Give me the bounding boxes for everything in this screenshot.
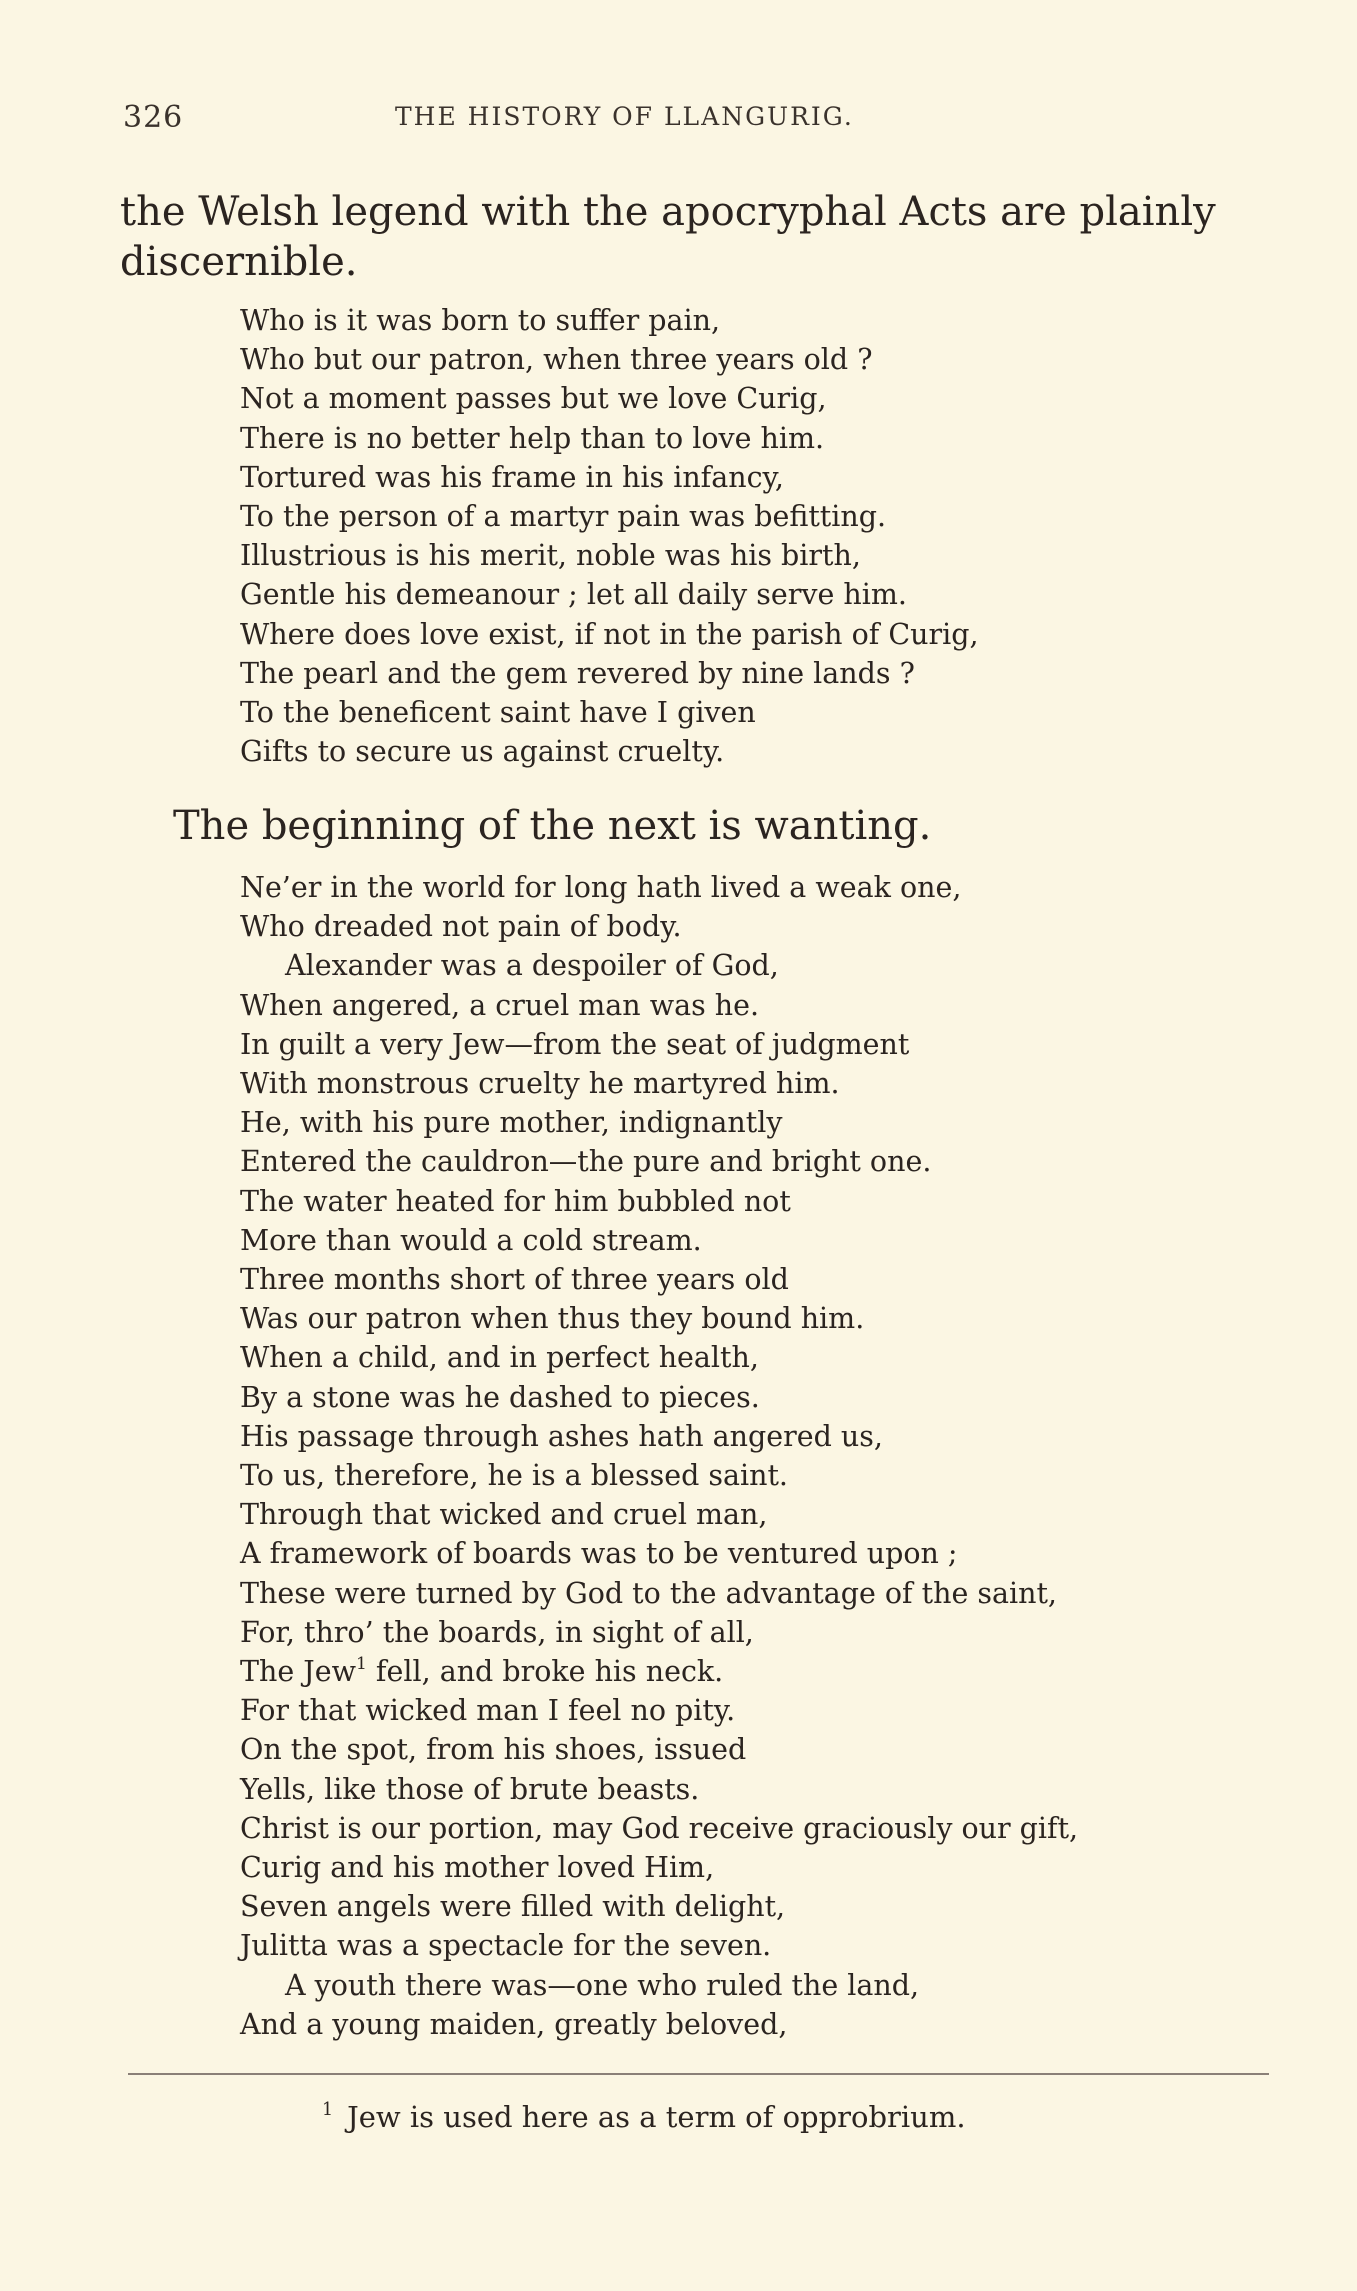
verse-line: In guilt a very Jew—from the seat of judgment — [240, 1027, 910, 1061]
verse-line: For that wicked man I feel no pity. — [240, 1694, 736, 1728]
verse-line: To the person of a martyr pain was befitting. — [240, 500, 887, 534]
intro-text: the Welsh legend with the apocryphal Acts are plainly discernible. — [120, 189, 1216, 285]
verse-line: The pearl and the gem revered by nine lands ? — [240, 656, 915, 690]
footnote-rule — [128, 2073, 1269, 2075]
verse-line: When angered, a cruel man was he. — [240, 988, 760, 1022]
verse-block-1 — [240, 301, 1290, 771]
verse-line: With monstrous cruelty he martyred him. — [240, 1067, 840, 1101]
verse-line: Through that wicked and cruel man, — [240, 1498, 768, 1532]
footnote-mark: 1 — [322, 2099, 334, 2120]
verse-line: The water heated for him bubbled not — [240, 1184, 791, 1218]
verse-line-with-footnote — [240, 1652, 1290, 1691]
verse-text: fell, and broke his neck. — [366, 1655, 724, 1689]
verse-line: A youth there was—one who ruled the land, — [285, 1968, 920, 2002]
footnote-text: Jew is used here as a term of opprobrium. — [347, 2100, 966, 2134]
verse-line: Entered the cauldron—the pure and bright one. — [240, 1145, 932, 1179]
verse-line: There is no better help than to love him. — [240, 421, 825, 455]
verse-line: Tortured was his frame in his infancy, — [240, 460, 784, 494]
verse-line: On the spot, from his shoes, issued — [240, 1733, 747, 1767]
verse-line: To us, therefore, he is a blessed saint. — [240, 1459, 788, 1493]
verse-line: Who dreaded not pain of body. — [240, 910, 682, 944]
verse-line: More than would a cold stream. — [240, 1223, 702, 1257]
verse-line: Ne’er in the world for long hath lived a weak one, — [240, 871, 962, 904]
verse-line: A framework of boards was to be ventured upon ; — [240, 1537, 958, 1571]
page-number: 326 — [123, 100, 184, 135]
verse-line: He, with his pure mother, indignantly — [240, 1106, 783, 1140]
verse-line: Was our patron when thus they bound him. — [240, 1302, 865, 1336]
verse-line: Gifts to secure us against cruelty. — [240, 735, 725, 769]
verse-line: His passage through ashes hath angered us, — [240, 1419, 883, 1453]
verse-line: Seven angels were filled with delight, — [240, 1890, 786, 1924]
section-note: The beginning of the next is wanting. — [173, 803, 932, 849]
verse-line: Julitta was a spectacle for the seven. — [240, 1929, 772, 1963]
verse-line: Who but our patron, when three years old ? — [240, 343, 873, 377]
verse-line: For, thro’ the boards, in sight of all, — [240, 1615, 754, 1649]
verse-line: Yells, like those of brute beasts. — [240, 1772, 700, 1806]
verse-line: Who is it was born to suffer pain, — [240, 304, 721, 337]
intro-paragraph — [120, 187, 1270, 287]
verse-line: Christ is our portion, may God receive graciously our gift, — [240, 1811, 1079, 1845]
verse-line: These were turned by God to the advantage of the saint, — [240, 1576, 1057, 1610]
verse-line: To the beneficent saint have I given — [240, 696, 756, 730]
verse-line: Curig and his mother loved Him, — [240, 1851, 715, 1885]
verse-line: Alexander was a despoiler of God, — [285, 949, 779, 983]
verse-line: Illustrious is his merit, noble was his birth, — [240, 539, 861, 573]
verse-line: When a child, and in perfect health, — [240, 1341, 759, 1375]
verse-line: Where does love exist, if not in the parish of Curig, — [240, 617, 979, 651]
verse-block-2 — [240, 868, 1290, 2044]
verse-line: Gentle his demeanour ; let all daily serve him. — [240, 578, 907, 612]
verse-line: By a stone was he dashed to pieces. — [240, 1380, 760, 1414]
verse-text: The Jew — [240, 1655, 356, 1689]
footnote-reference[interactable]: 1 — [355, 1654, 367, 1675]
page-header — [120, 100, 1270, 144]
verse-line: Three months short of three years old — [240, 1263, 789, 1297]
verse-line: Not a moment passes but we love Curig, — [240, 382, 827, 416]
verse-line: And a young maiden, greatly beloved, — [240, 2007, 788, 2041]
footnote — [322, 2097, 966, 2137]
running-head: THE HISTORY OF LLANGURIG. — [395, 102, 854, 131]
